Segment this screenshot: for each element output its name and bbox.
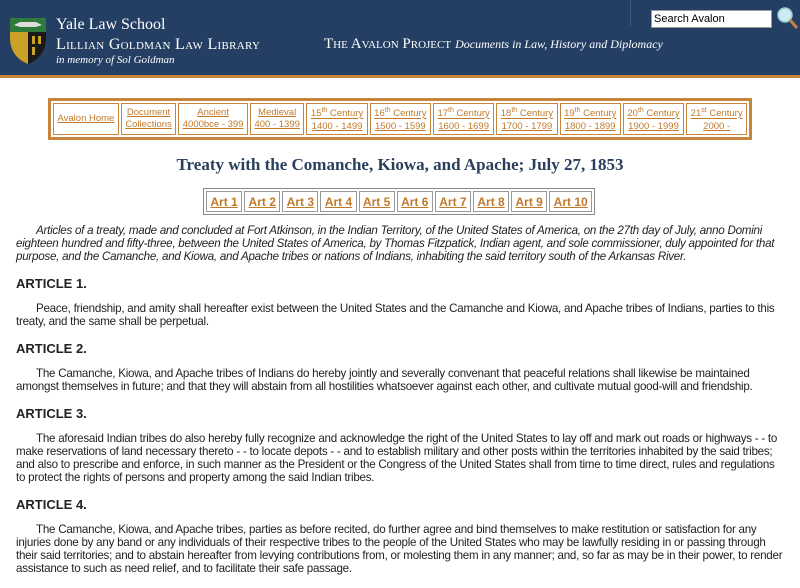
era-navigation (48, 98, 752, 140)
nav-link[interactable]: 17th Century 1600 - 1699 (433, 103, 494, 135)
article-text: The aforesaid Indian tribes do also hereby fully recognize and acknowledge the right of the United States to lay off and mark out roads or highways - - to make reservations of land necessary thereto - - to locate depots - - and to establish military and other posts within the territories inhabited by the said tribes; and also to prescribe and enforce, in such manner as the President or the Congress of the United States shall from time to time direct, rules and regulations to protect the rights of persons and property among the said Indian tribes. (16, 432, 778, 484)
article-link[interactable]: Art 2 (244, 191, 280, 212)
nav-link[interactable]: 21st Century 2000 - (686, 103, 747, 135)
article-link[interactable]: Art 7 (435, 191, 471, 212)
article-text: The Camanche, Kiowa, and Apache tribes of Indians do hereby jointly and severally convenant that peaceful relations shall likewise be maintained amongst themselves in future; and that they will abstain from all hostilities whatsoever against each other, and cultivate mutual good-will and friendship. (16, 367, 753, 393)
nav-link[interactable]: 15th Century 1400 - 1499 (306, 103, 367, 135)
project-title (324, 36, 663, 53)
article-heading: ARTICLE 3. (16, 406, 87, 421)
search-icon[interactable] (776, 6, 798, 30)
memorial-text: in memory of Sol Goldman (56, 54, 175, 66)
article-text: The Camanche, Kiowa, and Apache tribes, parties as before recited, do further agree and bind themselves to make restitution or satisfaction for any injuries done by any band or any individuals of their respective tribes to the people of the United States who may be lawfully residing in or passing through their said territories; and to abstain hereafter from levying contributions from, or molesting them in any manner; and, so far as may be in their power, to render assistance to such as need relief, and to facilitate their safe passage. (16, 523, 783, 575)
library-name: Lillian Goldman Law Library (56, 36, 261, 53)
nav-link[interactable]: Document Collections (121, 103, 176, 135)
article-link[interactable]: Art 10 (549, 191, 592, 212)
article-link[interactable]: Art 9 (511, 191, 547, 212)
school-name: Yale Law School (56, 16, 166, 33)
nav-link[interactable]: 18th Century 1700 - 1799 (496, 103, 557, 135)
yale-law-shield-logo (8, 16, 48, 66)
article-text: Peace, friendship, and amity shall hereafter exist between the United States and the Camanche and Kiowa, and Apache tribes of Indians, parties to this treaty, and the same shall be perpetual. (16, 302, 775, 328)
nav-link[interactable]: 20th Century 1900 - 1999 (623, 103, 684, 135)
nav-link[interactable]: 19th Century 1800 - 1899 (560, 103, 621, 135)
nav-link[interactable]: Medieval 400 - 1399 (250, 103, 304, 135)
nav-link[interactable]: 16th Century 1500 - 1599 (370, 103, 431, 135)
article-link[interactable]: Art 1 (206, 191, 242, 212)
divider (630, 0, 631, 26)
page-title: Treaty with the Comanche, Kiowa, and Apache; July 27, 1853 (176, 155, 624, 174)
article-heading: ARTICLE 1. (16, 276, 87, 291)
nav-link[interactable]: Ancient 4000bce - 399 (178, 103, 248, 135)
article-heading: ARTICLE 4. (16, 497, 87, 512)
article-link[interactable]: Art 5 (359, 191, 395, 212)
site-header (0, 0, 800, 78)
preamble: Articles of a treaty, made and concluded at Fort Atkinson, in the Indian Territory, of the United States of America, on the 27th day of July, anno Domini eighteen hundred and fifty-three, between the United States of America, by Thomas Fitzpatick, Indian agent, and sole commissioner, duly appointed for that purpose, and the Camanche, and Kiowa, and Apache tribes or nations of Indians, inhabiting the said territory south of the Arkansas River. (16, 224, 775, 263)
article-navigation (203, 188, 595, 215)
article-link[interactable]: Art 6 (397, 191, 433, 212)
article-link[interactable]: Art 4 (320, 191, 356, 212)
project-name: The Avalon Project (324, 36, 452, 52)
article-link[interactable]: Art 8 (473, 191, 509, 212)
search-input[interactable] (651, 10, 772, 28)
document-body (16, 224, 786, 575)
project-tagline: Documents in Law, History and Diplomacy (455, 37, 663, 51)
article-link[interactable]: Art 3 (282, 191, 318, 212)
article-heading: ARTICLE 2. (16, 341, 87, 356)
nav-link[interactable]: Avalon Home (53, 103, 119, 135)
